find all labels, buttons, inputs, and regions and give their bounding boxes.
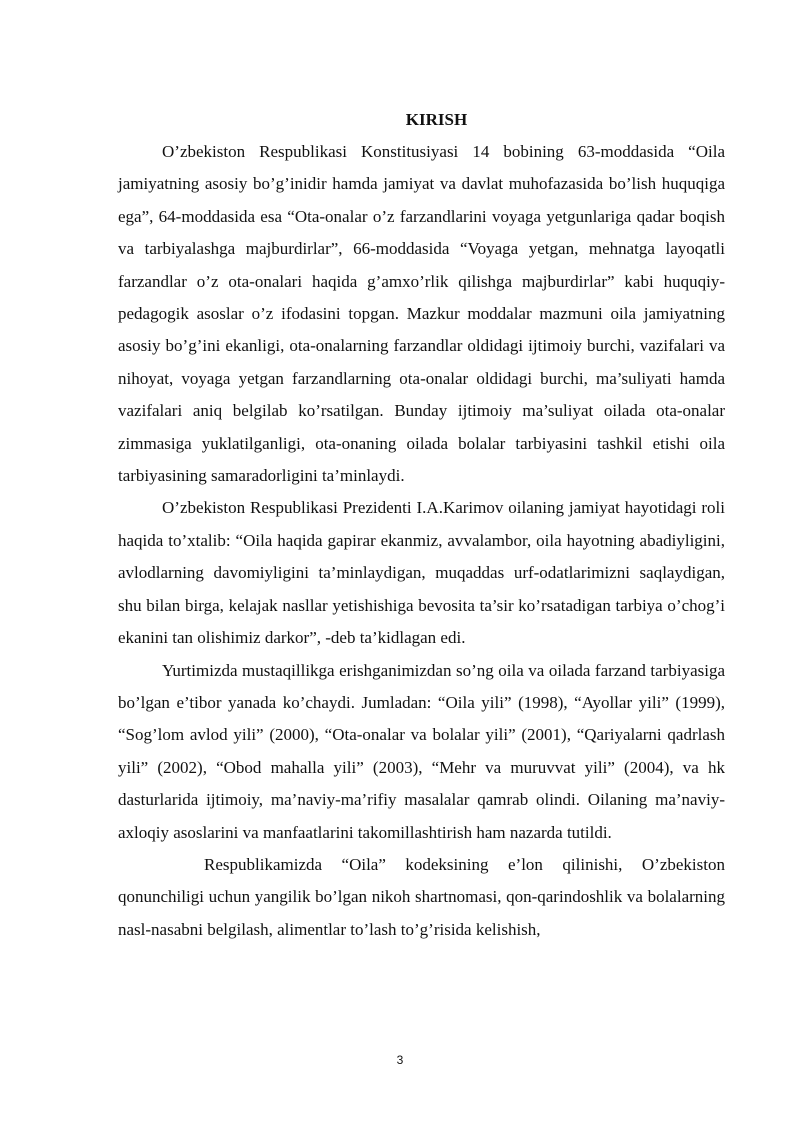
section-title: KIRISH xyxy=(405,110,468,129)
page-number: 3 xyxy=(396,1053,404,1067)
paragraph-family-code: Respublikamizda “Oila” kodeksining e’lon qilinishi, O’zbekiston qonunchiligi uchun yangilik bo’lgan nikoh shartnomasi, qon-qarindoshlik va bolalarning nasl-nasabni belgilash, alimentlar to’lash to’g’risida kelishish, xyxy=(118,854,725,939)
document-body xyxy=(118,104,725,946)
paragraph-years-programs: Yurtimizda mustaqillikga erishganimizdan so’ng oila va oilada farzand tarbiyasiga bo’lgan e’tibor yanada ko’chaydi. Jumladan: “Oila yili” (1998), “Ayollar yili” (1999), “Sog’lom avlod yili” (2000), “Ota-onalar va bolalar yili” (2001), “Qariyalarni qadrlash yili” (2002), “Obod mahalla yili” (2003), “Mehr va muruvvat yili” (2004), va hk dasturlarida ijtimoiy, ma’naviy-ma’rifiy masalalar qamrab olindi. Oilaning ma’naviy-axloqiy asoslarini va manfaatlarini takomillashtirish ham nazarda tutildi. xyxy=(118,660,725,842)
paragraph-president-quote: O’zbekiston Respublikasi Prezidenti I.A.Karimov oilaning jamiyat hayotidagi roli haqida to’xtalib: “Oila haqida gapirar ekanmiz, avvalambor, oila hayotning abadiyligini, avlodlarning davomiyligini ta’minlaydigan, muqaddas urf-odatlarimizni saqlaydigan, shu bilan birga, kelajak nasllar yetishishiga bevosita ta’sir ko’rsatadigan tarbiya o’chog’i ekanini tan olishimiz darkor”, -deb ta’kidlagan edi. xyxy=(118,498,725,648)
paragraph-constitution: O’zbekiston Respublikasi Konstitusiyasi 14 bobining 63-moddasida “Oila jamiyatning asosiy bo’g’inidir hamda jamiyat va davlat muhofazasida bo’lish huquqiga ega”, 64-moddasida esa “Ota-onalar o’z farzandlarini voyaga yetgunlariga qadar boqish va tarbiyalashga majburdirlar”, 66-moddasida “Voyaga yetgan, mehnatga layoqatli farzandlar o’z ota-onalari haqida g’amxo’rlik qilishga majburdirlar” kabi huquqiy-pedagogik asoslar o’z ifodasini topgan. Mazkur moddalar mazmuni oila jamiyatning asosiy bo’g’ini ekanligi, ota-onalarning farzandlar oldidagi ijtimoiy burchi, vazifalari va nihoyat, voyaga yetgan farzandlarning ota-onalar oldidagi burchi, ma’suliyati hamda vazifalari aniq belgilab ko’rsatilgan. Bunday ijtimoiy ma’suliyat oilada ota-onalar zimmasiga yuklatilganligi, ota-onaning oilada bolalar tarbiyasini tashkil etishi oila tarbiyasining samaradorligini ta’minlaydi. xyxy=(118,142,725,486)
